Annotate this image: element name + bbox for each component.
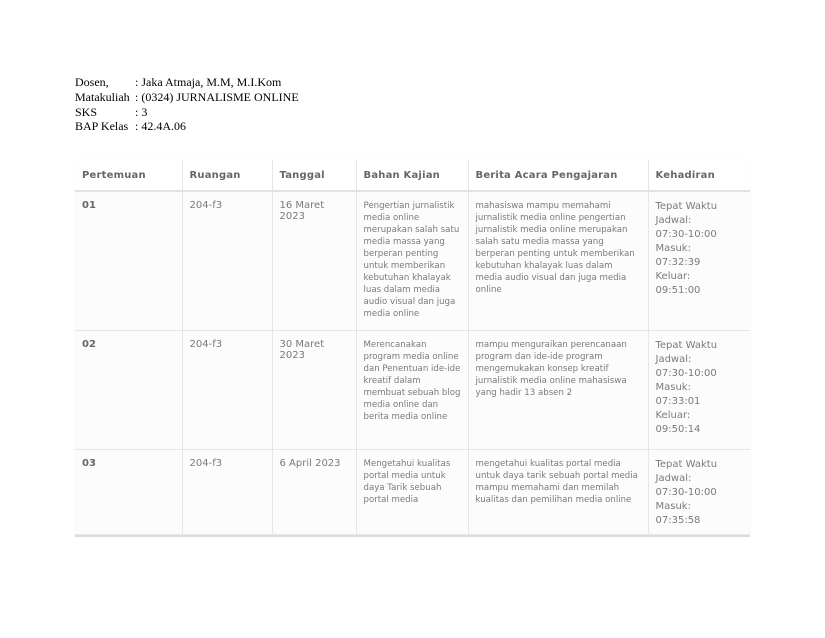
separator: : <box>135 119 139 134</box>
cell-berita-acara: mahasiswa mampu memahami jurnalistik media online pengertian jurnalistik media online merupakan salah satu media massa yang berperan penting untuk memberikan kebutuhan khalayak luas dalam media audio visual dan juga media online <box>468 191 648 331</box>
checkout-value: 09:51:00 <box>655 285 701 296</box>
attendance-status: Tepat Waktu <box>655 201 718 212</box>
kelas-value: 42.4A.06 <box>141 119 187 134</box>
schedule-label: Jadwal: <box>655 354 692 365</box>
course-header <box>75 75 299 134</box>
separator: : <box>135 89 139 104</box>
column-header-bahan-kajian: Bahan Kajian <box>356 160 468 191</box>
table-header-row <box>75 160 750 191</box>
attendance-table <box>75 160 750 535</box>
cell-tanggal: 6 April 2023 <box>272 450 356 535</box>
separator: : <box>135 75 139 89</box>
cell-pertemuan: 02 <box>75 331 182 450</box>
schedule-label: Jadwal: <box>655 215 692 226</box>
kelas-row <box>75 119 299 134</box>
attendance-status: Tepat Waktu <box>655 459 718 470</box>
checkin-label: Masuk: <box>655 243 691 254</box>
attendance-status: Tepat Waktu <box>655 340 718 351</box>
matakuliah-label: Matakuliah <box>75 89 130 104</box>
table-row <box>75 331 750 450</box>
table-row <box>75 450 750 535</box>
schedule-value: 07:30-10:00 <box>655 368 717 379</box>
checkin-value: 07:33:01 <box>655 396 701 407</box>
schedule-label: Jadwal: <box>655 473 692 484</box>
dosen-value: Jaka Atmaja, M.M, M.I.Kom <box>141 75 282 89</box>
cell-bahan-kajian: Pengertian jurnalistik media online merupakan salah satu media massa yang berperan penting untuk memberikan kebutuhan khalayak luas dalam media audio visual dan juga media online <box>356 191 468 331</box>
table-row <box>75 191 750 331</box>
column-header-kehadiran: Kehadiran <box>648 160 750 191</box>
checkin-value: 07:32:39 <box>655 257 701 268</box>
kelas-label: BAP Kelas <box>75 119 129 134</box>
column-header-pertemuan: Pertemuan <box>75 160 182 191</box>
checkout-label: Keluar: <box>655 271 691 282</box>
column-header-berita-acara: Berita Acara Pengajaran <box>468 160 648 191</box>
sks-label: SKS <box>75 104 98 119</box>
cell-kehadiran <box>648 450 750 535</box>
attendance-table-container <box>75 160 750 537</box>
sks-row <box>75 105 299 120</box>
checkin-label: Masuk: <box>655 501 691 512</box>
cell-pertemuan: 03 <box>75 450 182 535</box>
matakuliah-row <box>75 90 299 105</box>
checkin-value: 07:35:58 <box>655 515 701 526</box>
cell-kehadiran <box>648 331 750 450</box>
dosen-label: Dosen, <box>75 75 109 89</box>
cell-ruangan: 204-f3 <box>182 191 272 331</box>
checkout-value: 09:50:14 <box>655 424 701 435</box>
cell-pertemuan: 01 <box>75 191 182 331</box>
dosen-row <box>75 75 299 90</box>
schedule-value: 07:30-10:00 <box>655 487 717 498</box>
matakuliah-value: (0324) JURNALISME ONLINE <box>141 89 299 104</box>
cell-kehadiran <box>648 191 750 331</box>
cell-berita-acara: mengetahui kualitas portal media untuk daya tarik sebuah portal media mampu memahami dan memilah kualitas dan pemilihan media online <box>468 450 648 535</box>
checkin-label: Masuk: <box>655 382 691 393</box>
column-header-tanggal: Tanggal <box>272 160 356 191</box>
separator: : <box>135 104 139 119</box>
checkout-label: Keluar: <box>655 410 691 421</box>
cell-bahan-kajian: Merencanakan program media online dan Penentuan ide-ide kreatif dalam membuat sebuah blog media online dan berita media online <box>356 331 468 450</box>
cell-ruangan: 204-f3 <box>182 331 272 450</box>
cell-ruangan: 204-f3 <box>182 450 272 535</box>
sks-value: 3 <box>141 104 148 119</box>
cell-tanggal: 16 Maret 2023 <box>272 191 356 331</box>
column-header-ruangan: Ruangan <box>182 160 272 191</box>
cell-berita-acara: mampu menguraikan perencanaan program dan ide-ide program mengemukakan konsep kreatif jurnalistik media online mahasiswa yang hadir 13 absen 2 <box>468 331 648 450</box>
cell-bahan-kajian: Mengetahui kualitas portal media untuk daya Tarik sebuah portal media <box>356 450 468 535</box>
cell-tanggal: 30 Maret 2023 <box>272 331 356 450</box>
schedule-value: 07:30-10:00 <box>655 229 717 240</box>
